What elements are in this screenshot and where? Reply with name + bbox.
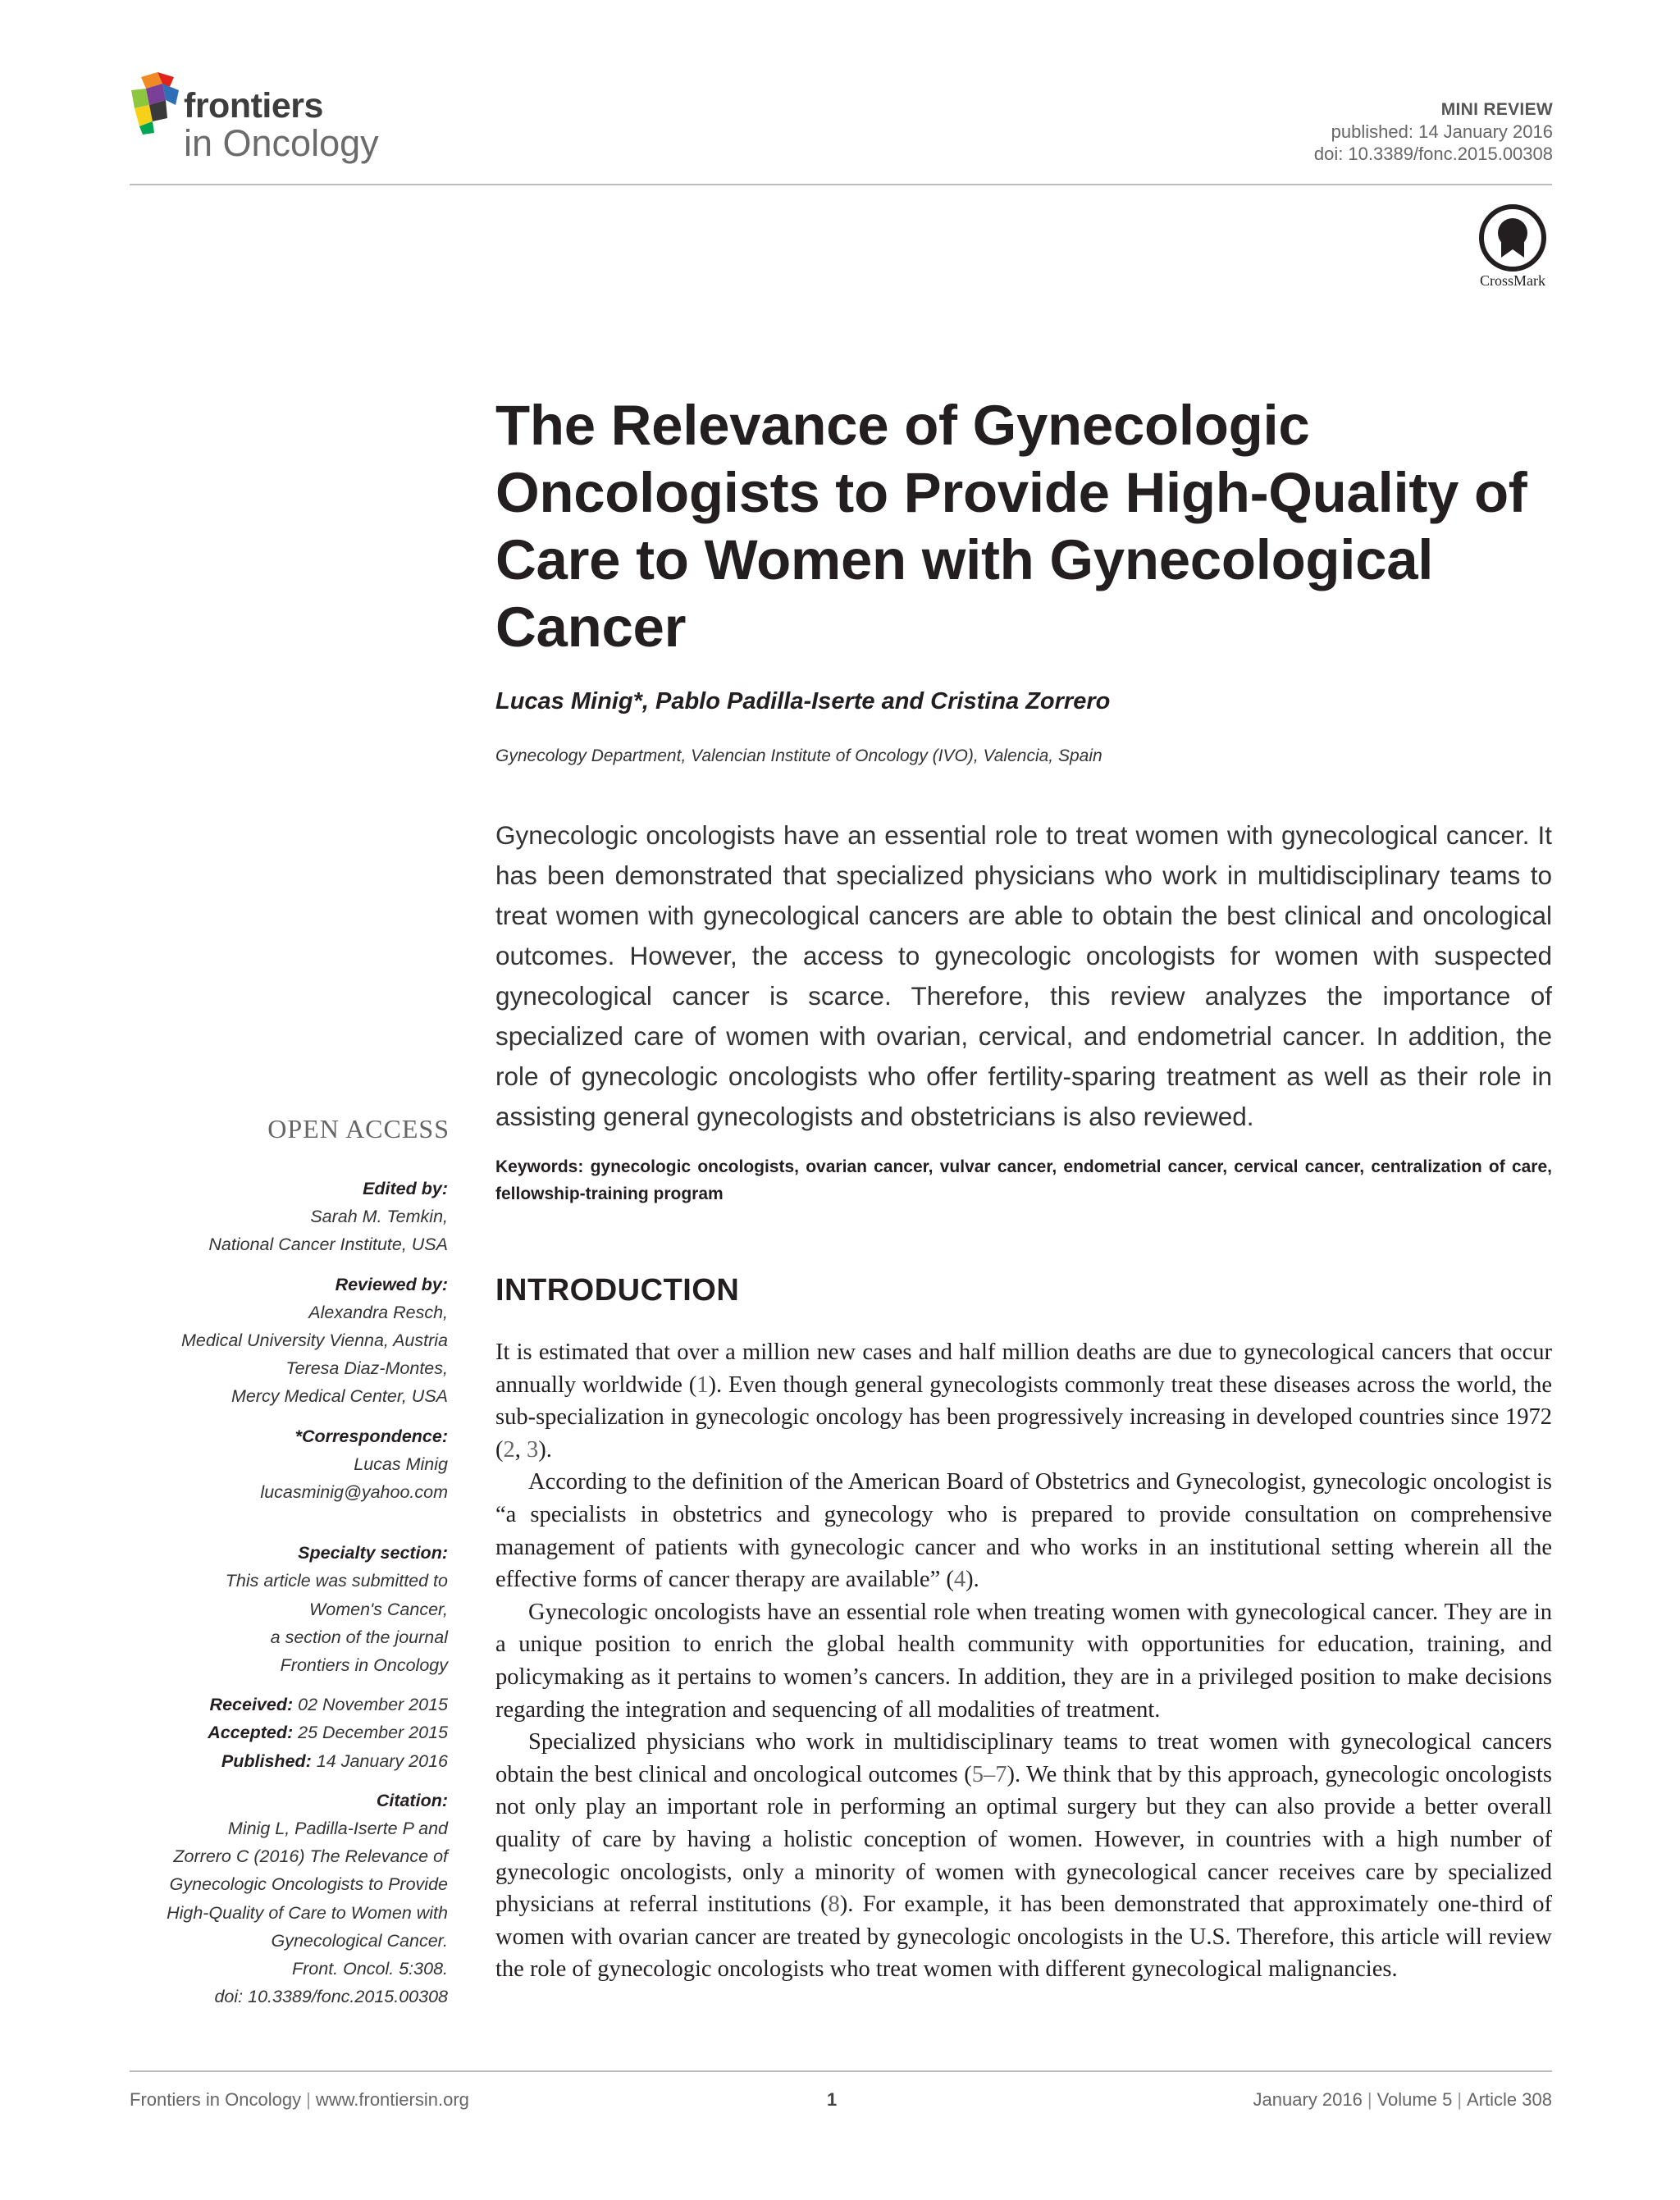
- reviewer-line: Alexandra Resch,: [308, 1302, 448, 1322]
- logo-journal-text: in Oncology: [184, 122, 379, 164]
- editor-line: National Cancer Institute, USA: [208, 1235, 448, 1255]
- specialty-line: a section of the journal: [270, 1627, 448, 1647]
- correspondence-name: Lucas Minig: [354, 1454, 448, 1474]
- article-info-sidebar: [98, 1175, 448, 2011]
- received-date: Received: 02 November 2015: [209, 1695, 448, 1715]
- page-number: 1: [827, 2089, 838, 2110]
- citation-line: Gynecologic Oncologists to Provide: [169, 1874, 448, 1895]
- article-type: MINI REVIEW: [1440, 100, 1553, 119]
- footer-issue: January 2016 | Volume 5 | Article 308: [1253, 2089, 1552, 2110]
- frontiers-logo-icon: [130, 72, 182, 135]
- reviewer-line: Teresa Diaz-Montes,: [285, 1358, 448, 1379]
- footer-url[interactable]: www.frontiersin.org: [315, 2089, 469, 2110]
- article-meta: [1314, 98, 1553, 165]
- paragraph: Gynecologic oncologists have an essential role when treating women with gynecological cancer. They are in a unique position to enrich the global health community with opportunities for education, training, and policymaking as it pertains to women’s cancers. In addition, they are in a privileged position to make decisions regarding the integration and sequencing of all modalities of treatment.: [495, 1599, 1552, 1723]
- citation-link[interactable]: 2: [503, 1436, 515, 1463]
- crossmark-label: CrossMark: [1480, 272, 1545, 289]
- citation-line: Zorrero C (2016) The Relevance of: [173, 1846, 448, 1867]
- article-doi[interactable]: doi: 10.3389/fonc.2015.00308: [1313, 144, 1553, 164]
- article-body: [495, 1336, 1552, 1986]
- correspondence-email[interactable]: lucasminig@yahoo.com: [260, 1482, 448, 1503]
- paragraph: It is estimated that over a million new cases and half million deaths are due to gynecological cancers that occur annually worldwide (1). Even though general gynecologists commonly treat these diseases across the world, the sub-specialization in gynecologic oncology has been progressively increasing in developed countries since 1972 (2, 3).: [495, 1340, 1552, 1463]
- accepted-date: Accepted: 25 December 2015: [208, 1723, 448, 1743]
- footer-article: Article 308: [1467, 2089, 1552, 2110]
- citation-label: Citation:: [376, 1790, 448, 1810]
- abstract: Gynecologic oncologists have an essential role to treat women with gynecological cancer. It has been demonstrated that specialized physicians who work in multidisciplinary teams to treat women with gynecological cancers are able to obtain the best clinical and oncological outcomes. However, the access to gynecologic oncologists for women with suspected gynecological cancer is scarce. Therefore, this review analyzes the importance of specialized care of women with ovarian, cervical, and endometrial cancer. In addition, the role of gynecologic oncologists who offer fertility-sparing treatment as well as their role in assisting general gynecologists and obstetricians is also reviewed.: [495, 820, 1552, 1131]
- footer-date: January 2016: [1253, 2089, 1363, 2110]
- author-list: Lucas Minig*, Pablo Padilla-Iserte and Cristina Zorrero: [495, 688, 1111, 714]
- reviewed-by-label: Reviewed by:: [335, 1274, 448, 1294]
- logo-brand-text: frontiers: [184, 86, 323, 126]
- reviewer-line: Mercy Medical Center, USA: [231, 1386, 448, 1407]
- correspondence-label: *Correspondence:: [294, 1426, 448, 1446]
- specialty-line: This article was submitted to: [225, 1571, 448, 1591]
- header-divider: [130, 184, 1552, 185]
- published-date-sidebar: Published: 14 January 2016: [221, 1750, 448, 1771]
- author-affiliation: Gynecology Department, Valencian Institute of Oncology (IVO), Valencia, Spain: [495, 746, 1102, 765]
- paragraph: Specialized physicians who work in multidisciplinary teams to treat women with gynecological cancers obtain the best clinical and oncological outcomes (5–7). We think that by this approach, gynecologic oncologists not only play an important role in performing an optimal surgery but they can also provide a better overall quality of care by having a holistic conception of women. However, in countries with a high number of gynecologic oncologists, only a minority of women with gynecological cancer receives care by specialized physicians at referral institutions (8). For example, it has been demonstrated that approximately one-third of women with ovarian cancer are treated by gynecologic oncologists in the U.S. Therefore, this article will review the role of gynecologic oncologists who treat women with different gynecological malignancies.: [495, 1729, 1553, 1983]
- edited-by-label: Edited by:: [363, 1179, 448, 1198]
- published-date: published: 14 January 2016: [1331, 121, 1553, 142]
- citation-link[interactable]: 8: [828, 1892, 840, 1918]
- citation-line: High-Quality of Care to Women with: [167, 1902, 448, 1923]
- keywords: [495, 1153, 1552, 1207]
- paragraph: According to the definition of the American Board of Obstetrics and Gynecologist, gynecologic oncologist is “a specialists in obstetrics and gynecology who is prepared to provide consultation on comprehensive management of patients with gynecologic cancer and who works in an institutional setting wherein all the effective forms of cancer therapy are available” (4).: [495, 1469, 1552, 1593]
- citation-link[interactable]: 5–7: [971, 1761, 1007, 1787]
- section-heading-introduction: INTRODUCTION: [495, 1273, 740, 1308]
- citation-link[interactable]: 3: [527, 1436, 539, 1463]
- reviewer-line: Medical University Vienna, Austria: [180, 1330, 448, 1351]
- crossmark-icon[interactable]: [1473, 203, 1552, 272]
- journal-logo[interactable]: [130, 72, 409, 171]
- open-access-label: OPEN ACCESS: [267, 1114, 450, 1143]
- specialty-section-label: Specialty section:: [298, 1543, 448, 1563]
- editor-line: Sarah M. Temkin,: [310, 1207, 448, 1227]
- keywords-list: gynecologic oncologists, ovarian cancer, vulvar cancer, endometrial cancer, cervical cancer, centralization of care, fellowship-training program: [495, 1157, 1552, 1203]
- footer-divider: [130, 2070, 1552, 2072]
- citation-line: Minig L, Padilla-Iserte P and: [227, 1819, 448, 1839]
- citation-line: Gynecological Cancer.: [271, 1930, 448, 1951]
- specialty-line: Women's Cancer,: [309, 1599, 448, 1619]
- footer-journal-name: Frontiers in Oncology: [130, 2089, 302, 2110]
- citation-line: Front. Oncol. 5:308.: [291, 1959, 448, 1979]
- footer-volume: Volume 5: [1376, 2089, 1453, 2110]
- keywords-label: Keywords:: [495, 1157, 584, 1176]
- article-title: The Relevance of Gynecologic Oncologists to Provide High-Quality of Care to Women with Gynecological Cancer: [495, 394, 1527, 659]
- citation-doi[interactable]: doi: 10.3389/fonc.2015.00308: [214, 1987, 448, 2007]
- citation-link[interactable]: 4: [953, 1567, 966, 1593]
- footer-journal: Frontiers in Oncology | www.frontiersin.org: [130, 2089, 469, 2110]
- citation-link[interactable]: 1: [696, 1372, 709, 1398]
- specialty-line: Frontiers in Oncology: [280, 1655, 448, 1676]
